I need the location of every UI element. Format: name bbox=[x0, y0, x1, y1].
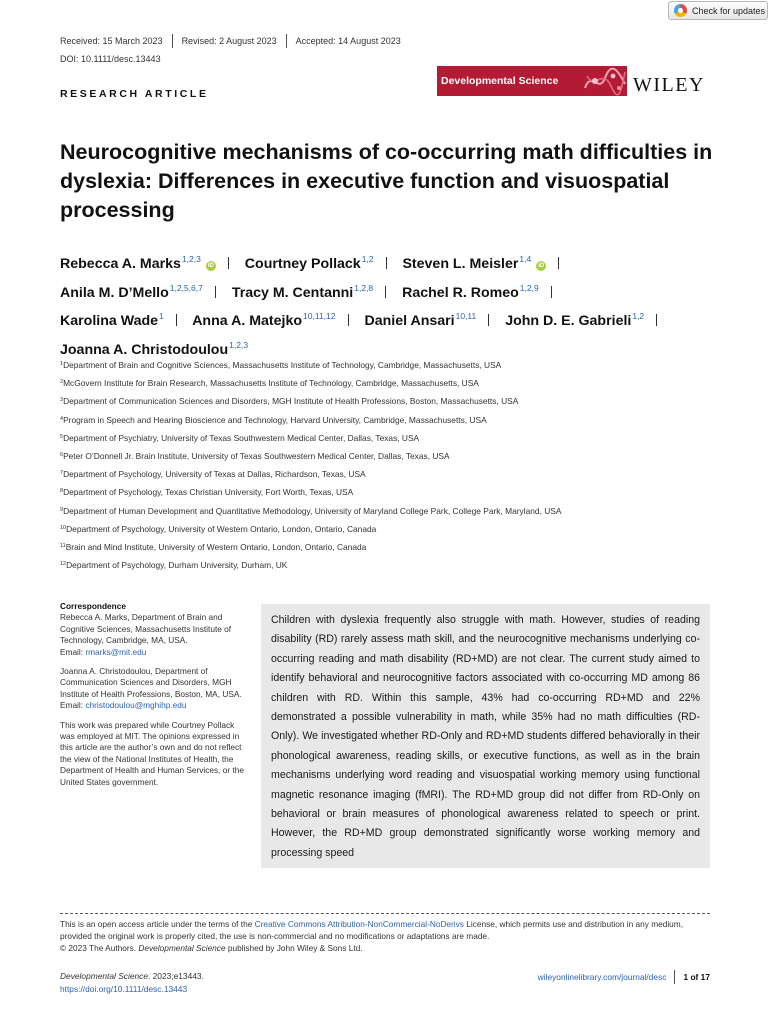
accepted-date: Accepted: 14 August 2023 bbox=[295, 36, 401, 46]
doi: DOI: 10.1111/desc.13443 bbox=[60, 54, 161, 64]
journal-art-icon bbox=[583, 66, 627, 96]
affiliation: $^6$Peter O’Donnell Jr. Brain Institute, University of Texas Southwestern Medical Center, Dallas, Texas, USA bbox=[60, 450, 450, 461]
journal-banner bbox=[437, 66, 627, 96]
affiliation-sup[interactable]: 1,2,9 bbox=[519, 282, 539, 293]
affiliation-sup[interactable]: 1,2,5,6,7 bbox=[169, 282, 203, 293]
author-list bbox=[60, 248, 720, 362]
affiliation-sup[interactable]: 1,2 bbox=[632, 311, 645, 321]
affiliation: $^{12}$Department of Psychology, Durham University, Durham, UK bbox=[60, 560, 288, 571]
email-link[interactable]: christodoulou@mghihp.edu bbox=[85, 700, 187, 711]
check-for-updates-button[interactable] bbox=[668, 1, 768, 20]
article-title: Neurocognitive mechanisms of co-occurring math difficulties in dyslexia: Differences in executive function and visuospatial processing bbox=[60, 140, 713, 222]
divider bbox=[674, 970, 675, 984]
check-for-updates-label: Check for updates bbox=[692, 5, 766, 16]
disclaimer-note: This work was prepared while Courtney Pollack was employed at MIT. The opinions expressed in this article are the author’s own and do not reflect the view of the National Institutes of Health, the Department of Health and Human Services, or the United States government. bbox=[60, 719, 245, 787]
correspondence bbox=[60, 601, 250, 796]
orcid-icon[interactable]: iD bbox=[538, 263, 545, 269]
orcid-icon[interactable]: iD bbox=[207, 263, 214, 269]
affiliation-sup[interactable]: 10,11 bbox=[455, 311, 477, 321]
affiliation-sup[interactable]: 1,2,3 bbox=[181, 254, 201, 264]
journal-name: Developmental Science bbox=[441, 75, 559, 87]
affiliation: $^{11}$Brain and Mind Institute, University of Western Ontario, London, Ontario, Canada bbox=[60, 541, 367, 552]
divider bbox=[348, 314, 349, 326]
affiliation-sup[interactable]: 10,11,12 bbox=[303, 311, 336, 321]
footer-citation: Developmental Science. 2023;e13443. https://doi.org/10.1111/desc.13443 bbox=[60, 971, 204, 994]
affiliation-sup[interactable]: 1 bbox=[159, 311, 164, 321]
affiliation-sup[interactable]: 1,4 bbox=[519, 254, 532, 264]
affiliation: $^5$Department of Psychiatry, University of Texas Southwestern Medical Center, Dallas, Texas, USA bbox=[60, 432, 420, 443]
divider bbox=[228, 257, 229, 269]
correspondence-heading: Correspondence bbox=[60, 601, 126, 611]
author[interactable]: Rachel R. Romeo$^{1,2,9}$ bbox=[402, 282, 539, 301]
email-link[interactable]: rmarks@mit.edu bbox=[85, 646, 147, 657]
divider bbox=[60, 913, 710, 914]
affiliation-sup[interactable]: 1,2,8 bbox=[354, 282, 374, 293]
author[interactable]: Anila M. D’Mello$^{1,2,5,6,7}$ bbox=[60, 282, 203, 301]
author[interactable]: Courtney Pollack$^{1,2}$ bbox=[244, 254, 374, 272]
divider bbox=[172, 34, 173, 48]
affiliation: $^9$Department of Human Development and Quantitative Methodology, University of Maryland College Park, College Park, Maryland, USA bbox=[60, 505, 562, 516]
divider bbox=[215, 286, 216, 298]
revised-date: Revised: 2 August 2023 bbox=[181, 36, 277, 46]
doi-link[interactable]: https://doi.org/10.1111/desc.13443 bbox=[60, 983, 188, 994]
divider bbox=[286, 34, 287, 48]
publisher-logo: WILEY bbox=[633, 74, 705, 96]
affiliation: $^{10}$Department of Psychology, University of Western Ontario, London, Ontario, Canada bbox=[60, 523, 377, 534]
divider bbox=[558, 257, 559, 269]
affiliation: $^2$McGovern Institute for Brain Research, Massachusetts Institute of Technology, Cambridge, Massachusetts, USA bbox=[60, 378, 479, 389]
correspondence-contact: Joanna A. Christodoulou, Department of Communication Sciences and Disorders, MGH Institute of Health Professions, Boston, MA, USA. Email: christodoulou@mghihp.edu bbox=[60, 666, 242, 711]
abstract: Children with dyslexia frequently also struggle with math. However, studies of reading disability (RD) rarely assess math skill, and the neurocognitive mechanisms underlying co-occurring reading and math disability (RD+MD) are not clear. The current study aimed to identify behavioral and neurocognitive factors associated with co-occurring MD among 86 children with RD. Within this sample, 43% had co-occurring RD+MD and 22% demonstrated a possible vulnerability in math, while 35% had no math difficulties (RD-Only). We investigated whether RD-Only and RD+MD students differed behaviorally in their phonological awareness, reading skills, or executive functions, as well as in the brain mechanisms underlying word reading and visuospatial working memory using functional magnetic resonance imaging (fMRI). The RD+MD group did not differ from RD-Only on behavioral or brain measures of phonological awareness related to speech or print. However, the RD+MD group demonstrated significantly worse working memory and processing speed bbox=[261, 604, 710, 868]
author[interactable]: Joanna A. Christodoulou$^{1,2,3}$ bbox=[60, 339, 249, 358]
author[interactable]: Rebecca A. Marks$^{1,2,3}$iD bbox=[60, 254, 214, 272]
author[interactable]: John D. E. Gabrieli$^{1,2}$ bbox=[505, 311, 645, 329]
affiliation: $^4$Program in Speech and Hearing Bioscience and Technology, Harvard University, Cambridge, Massachusetts, USA bbox=[60, 414, 487, 425]
page-number: 1 of 17 bbox=[683, 972, 710, 982]
divider bbox=[386, 257, 387, 269]
affiliation: $^3$Department of Communication Sciences and Disorders, MGH Institute of Health Professions, Boston, Massachusetts, USA bbox=[60, 396, 519, 407]
affiliations bbox=[60, 358, 720, 576]
journal-url-link[interactable]: wileyonlinelibrary.com/journal/desc bbox=[537, 972, 667, 982]
correspondence-contact: Rebecca A. Marks, Department of Brain and Cognitive Sciences, Massachusetts Institute of Technology, Cambridge, MA, USA. Email: rmarks@mit.edu bbox=[60, 612, 232, 657]
license-notice: This is an open access article under the terms of the Creative Commons Attribution-NonCommercial-NoDerivs License, which permits use and distribution in any medium, provided the original work is properly cited, the use is non-commercial and no modifications or adaptations are made. © 2023 The Authors. Developmental Science published by John Wiley & Sons Ltd. bbox=[60, 919, 684, 953]
author[interactable]: Steven L. Meisler$^{1,4}$iD bbox=[402, 254, 545, 272]
divider bbox=[385, 286, 386, 298]
license-link[interactable]: Creative Commons Attribution-NonCommercial-NoDerivs bbox=[254, 919, 464, 929]
affiliation-sup[interactable]: 1,2,3 bbox=[229, 339, 249, 350]
author[interactable]: Tracy M. Centanni$^{1,2,8}$ bbox=[231, 282, 374, 301]
divider bbox=[176, 314, 177, 326]
divider bbox=[488, 314, 489, 326]
footer-right bbox=[538, 970, 710, 984]
divider bbox=[656, 314, 657, 326]
affiliation: $^7$Department of Psychology, University of Texas at Dallas, Richardson, Texas, USA bbox=[60, 469, 366, 480]
divider bbox=[551, 286, 552, 298]
author[interactable]: Karolina Wade$^1$ bbox=[60, 311, 164, 329]
received-date: Received: 15 March 2023 bbox=[60, 36, 163, 46]
affiliation-sup[interactable]: 1,2 bbox=[361, 254, 374, 264]
article-type: RESEARCH ARTICLE bbox=[60, 88, 209, 100]
author[interactable]: Anna A. Matejko$^{10,11,12}$ bbox=[192, 311, 336, 329]
history-dates bbox=[60, 34, 401, 48]
crossmark-icon bbox=[674, 4, 687, 17]
affiliation: $^1$Department of Brain and Cognitive Sciences, Massachusetts Institute of Technology, Cambridge, Massachusetts, USA bbox=[60, 360, 502, 370]
affiliation: $^8$Department of Psychology, Texas Christian University, Fort Worth, Texas, USA bbox=[60, 487, 354, 498]
author[interactable]: Daniel Ansari$^{10,11}$ bbox=[364, 311, 477, 329]
